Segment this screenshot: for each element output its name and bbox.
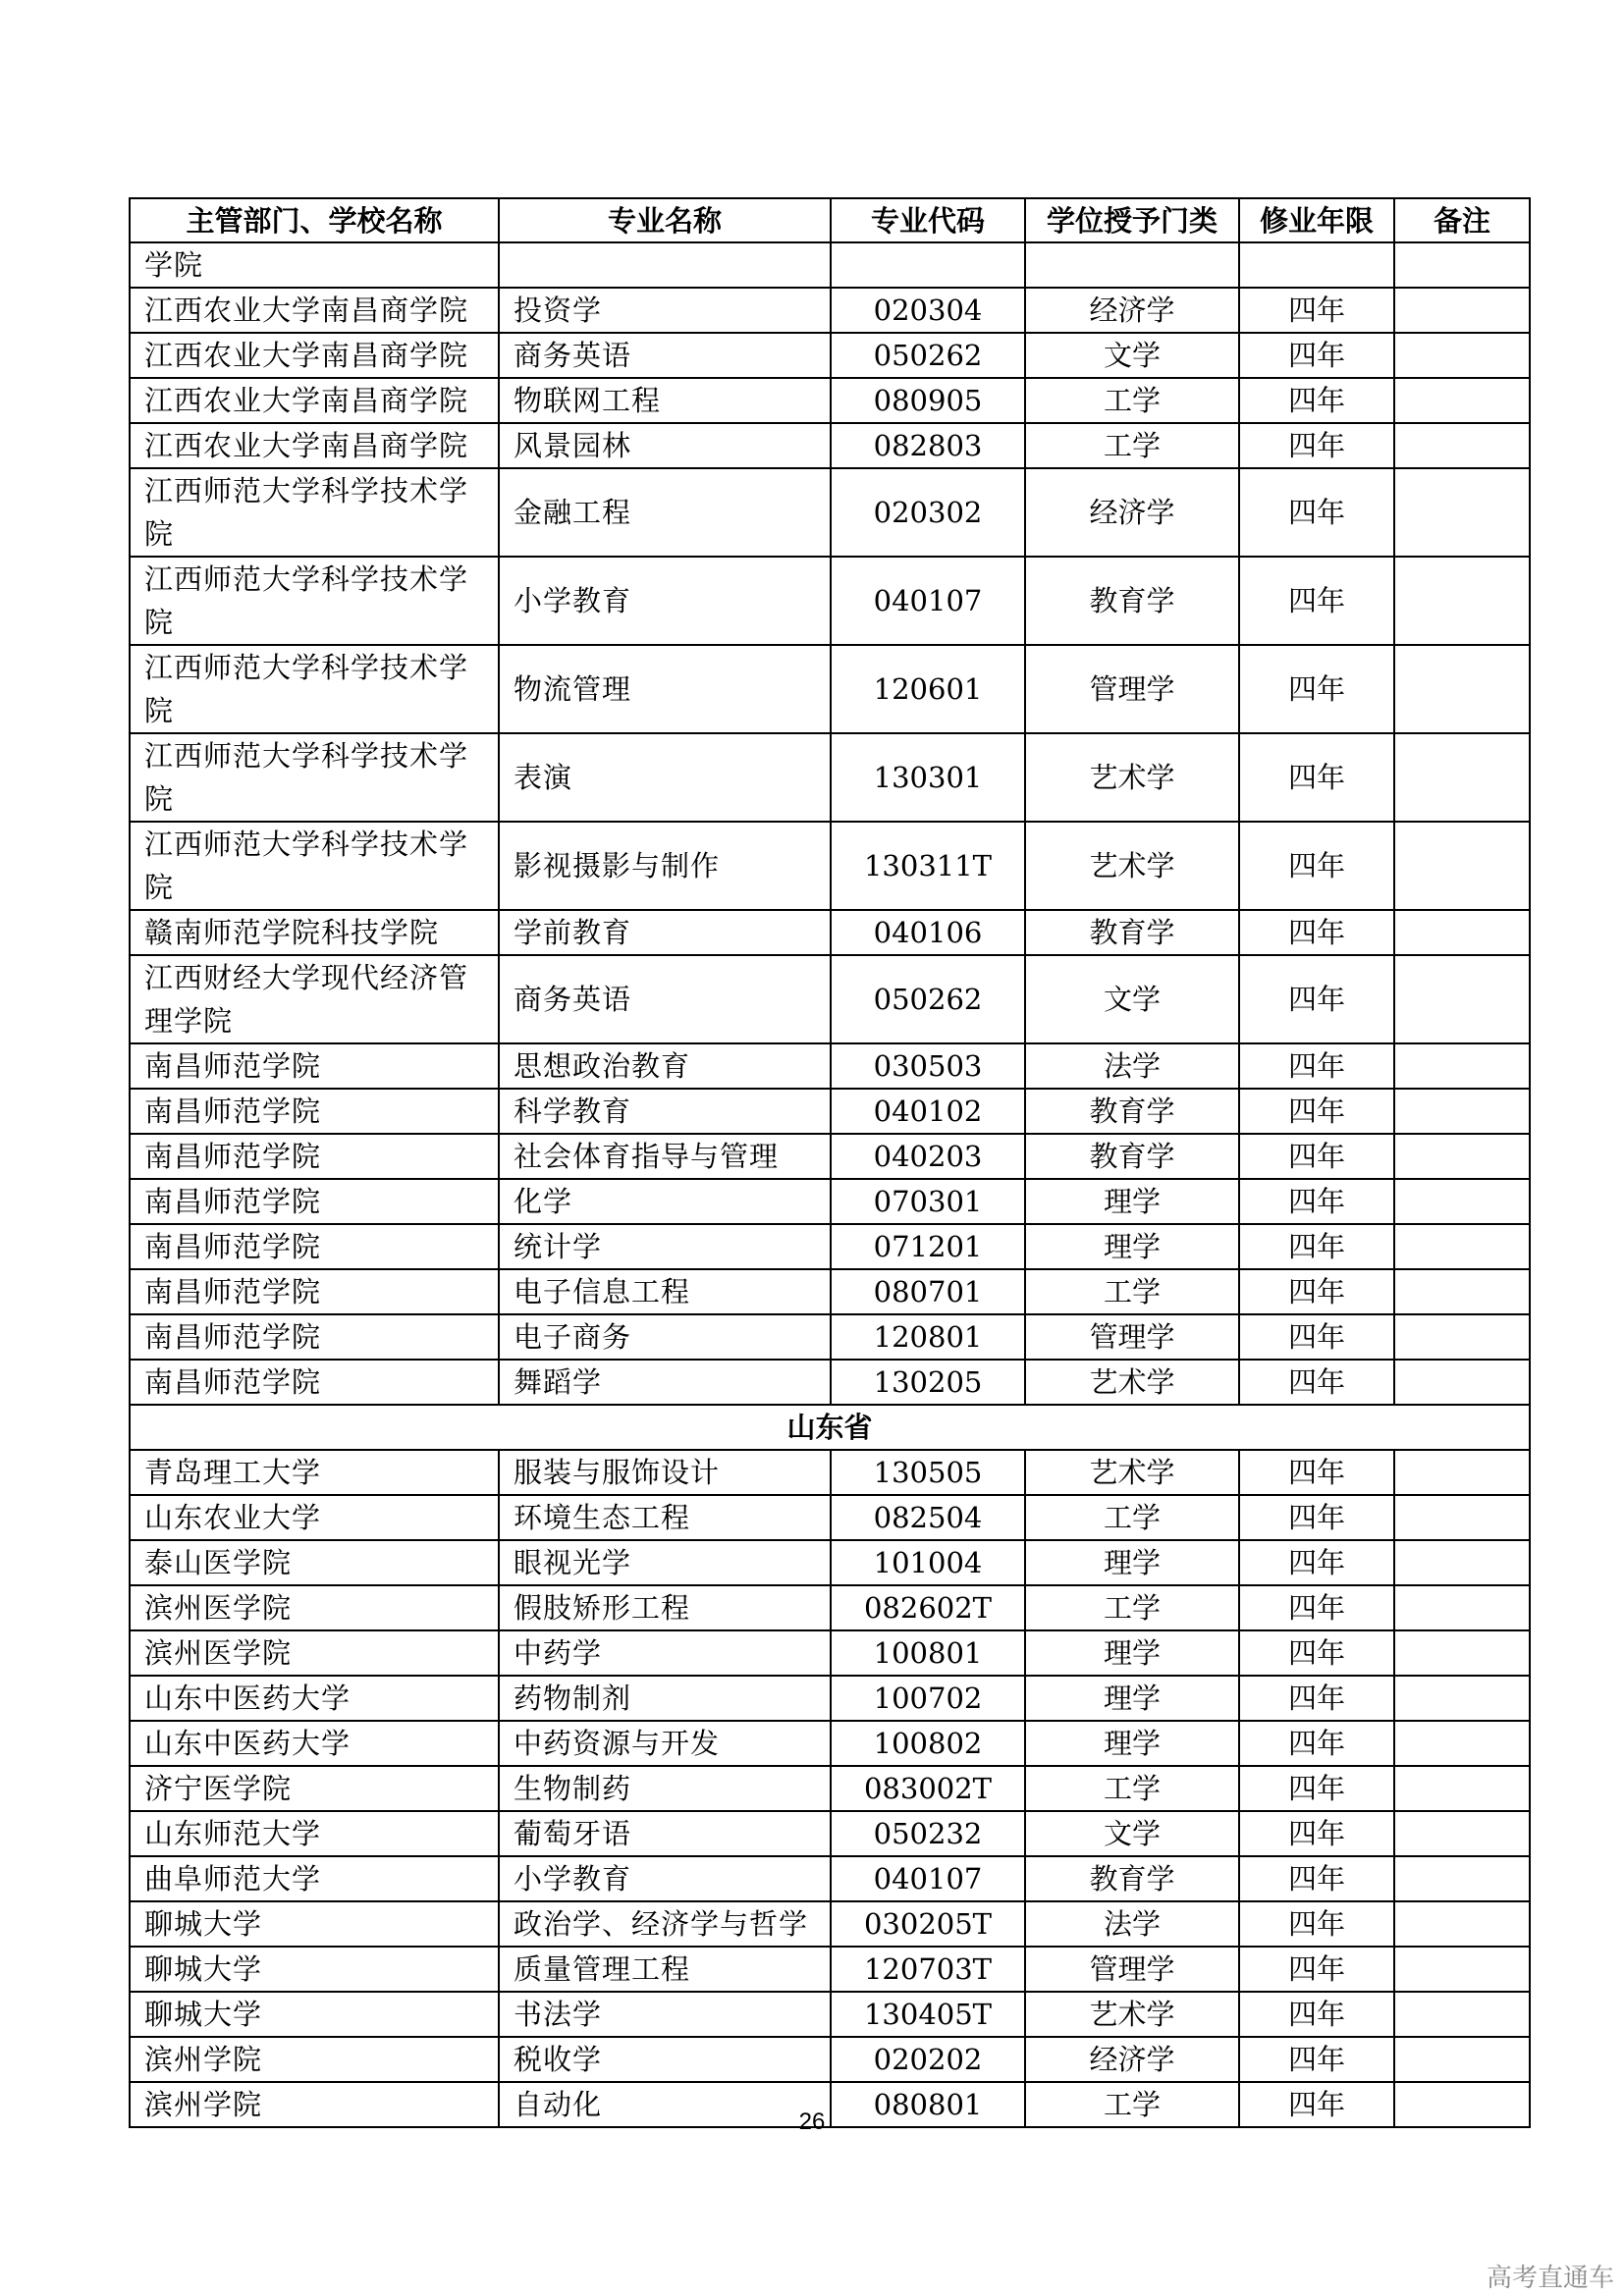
cell-school: 江西师范大学科学技术学院	[130, 557, 499, 645]
cell-note	[1394, 822, 1530, 910]
cell-degree: 教育学	[1025, 1134, 1239, 1179]
table-row	[130, 333, 1530, 378]
cell-school: 济宁医学院	[130, 1766, 499, 1811]
cell-note	[1394, 468, 1530, 557]
table-row	[130, 288, 1530, 333]
cell-school: 泰山医学院	[130, 1540, 499, 1585]
cell-note	[1394, 955, 1530, 1043]
cell-code: 130311T	[831, 822, 1025, 910]
cell-years: 四年	[1239, 423, 1394, 468]
cell-note	[1394, 1540, 1530, 1585]
cell-code: 100802	[831, 1721, 1025, 1766]
cell-school: 江西农业大学南昌商学院	[130, 378, 499, 423]
cell-code: 020302	[831, 468, 1025, 557]
cell-code: 040107	[831, 1856, 1025, 1901]
cell-degree: 经济学	[1025, 468, 1239, 557]
cell-degree: 管理学	[1025, 1947, 1239, 1992]
table-row	[130, 423, 1530, 468]
cell-code: 040107	[831, 557, 1025, 645]
cell-degree: 工学	[1025, 1585, 1239, 1630]
cell-major: 学前教育	[499, 910, 831, 955]
header-school: 主管部门、学校名称	[130, 198, 499, 242]
table-row	[130, 1585, 1530, 1630]
table-row	[130, 1856, 1530, 1901]
cell-years: 四年	[1239, 645, 1394, 733]
table-row	[130, 1224, 1530, 1269]
cell-school: 滨州学院	[130, 2082, 499, 2127]
cell-degree: 理学	[1025, 1630, 1239, 1676]
cell-code: 050262	[831, 333, 1025, 378]
cell-code: 130505	[831, 1450, 1025, 1495]
cell-note	[1394, 1179, 1530, 1224]
cell-degree: 理学	[1025, 1540, 1239, 1585]
cell-years: 四年	[1239, 1314, 1394, 1360]
cell-code: 120801	[831, 1314, 1025, 1360]
cell-school: 江西农业大学南昌商学院	[130, 423, 499, 468]
cell-years: 四年	[1239, 378, 1394, 423]
cell-major: 金融工程	[499, 468, 831, 557]
header-major: 专业名称	[499, 198, 831, 242]
cell-degree: 教育学	[1025, 1856, 1239, 1901]
cell-school: 南昌师范学院	[130, 1314, 499, 1360]
cell-note	[1394, 1360, 1530, 1405]
cell-years: 四年	[1239, 1360, 1394, 1405]
cell-note	[1394, 1766, 1530, 1811]
cell-years: 四年	[1239, 1134, 1394, 1179]
cell-degree: 理学	[1025, 1721, 1239, 1766]
cell-code: 070301	[831, 1179, 1025, 1224]
cell-major: 质量管理工程	[499, 1947, 831, 1992]
cell-years: 四年	[1239, 1766, 1394, 1811]
cell-code: 130405T	[831, 1992, 1025, 2037]
cell-school: 江西师范大学科学技术学院	[130, 733, 499, 822]
cell-major: 物联网工程	[499, 378, 831, 423]
cell-degree: 艺术学	[1025, 822, 1239, 910]
cell-major: 科学教育	[499, 1089, 831, 1134]
cell-note	[1394, 1495, 1530, 1540]
cell-major: 中药学	[499, 1630, 831, 1676]
cell-school: 江西师范大学科学技术学院	[130, 822, 499, 910]
cell-years: 四年	[1239, 1540, 1394, 1585]
cell-school: 聊城大学	[130, 1901, 499, 1947]
table-row	[130, 1134, 1530, 1179]
majors-table	[129, 197, 1531, 2128]
watermark: 高考直通车	[1486, 2264, 1614, 2293]
cell-major: 物流管理	[499, 645, 831, 733]
province-row	[130, 1405, 1530, 1450]
cell-degree: 经济学	[1025, 288, 1239, 333]
cell-code: 050262	[831, 955, 1025, 1043]
cell-degree: 理学	[1025, 1676, 1239, 1721]
cell-major: 小学教育	[499, 557, 831, 645]
cell-note	[1394, 1630, 1530, 1676]
table-row	[130, 1089, 1530, 1134]
cell-years: 四年	[1239, 557, 1394, 645]
cell-years: 四年	[1239, 2037, 1394, 2082]
cell-note	[1394, 645, 1530, 733]
cell-code: 130205	[831, 1360, 1025, 1405]
cell-note	[1394, 1043, 1530, 1089]
cell-school: 江西农业大学南昌商学院	[130, 288, 499, 333]
cell-major: 税收学	[499, 2037, 831, 2082]
cell-school: 滨州学院	[130, 2037, 499, 2082]
cell-years: 四年	[1239, 955, 1394, 1043]
cell-major: 统计学	[499, 1224, 831, 1269]
cell-note	[1394, 1721, 1530, 1766]
cell-degree: 艺术学	[1025, 1992, 1239, 2037]
cell-years: 四年	[1239, 1901, 1394, 1947]
cell-years: 四年	[1239, 2082, 1394, 2127]
cell-degree: 艺术学	[1025, 1360, 1239, 1405]
cell-school: 聊城大学	[130, 1947, 499, 1992]
table-row	[130, 645, 1530, 733]
cell-school: 南昌师范学院	[130, 1360, 499, 1405]
table-row	[130, 1901, 1530, 1947]
cell-major: 眼视光学	[499, 1540, 831, 1585]
cell-note	[1394, 2037, 1530, 2082]
table-row	[130, 1947, 1530, 1992]
table-row	[130, 2037, 1530, 2082]
cell-school: 山东中医药大学	[130, 1676, 499, 1721]
cell-school: 南昌师范学院	[130, 1134, 499, 1179]
cell-years: 四年	[1239, 1856, 1394, 1901]
cell-degree: 工学	[1025, 2082, 1239, 2127]
table-row	[130, 1314, 1530, 1360]
cell-code: 080801	[831, 2082, 1025, 2127]
cell-major: 政治学、经济学与哲学	[499, 1901, 831, 1947]
cell-degree: 教育学	[1025, 910, 1239, 955]
cell-note	[1394, 423, 1530, 468]
cell-degree: 文学	[1025, 1811, 1239, 1856]
cell-years: 四年	[1239, 1495, 1394, 1540]
cell-major: 自动化	[499, 2082, 831, 2127]
cell-major: 葡萄牙语	[499, 1811, 831, 1856]
cell-years: 四年	[1239, 1043, 1394, 1089]
cell-school: 学院	[130, 242, 499, 288]
table-row	[130, 557, 1530, 645]
table-row	[130, 378, 1530, 423]
cell-years	[1239, 242, 1394, 288]
cell-years: 四年	[1239, 733, 1394, 822]
table-row	[130, 1360, 1530, 1405]
cell-major: 假肢矫形工程	[499, 1585, 831, 1630]
cell-note	[1394, 1269, 1530, 1314]
cell-code: 071201	[831, 1224, 1025, 1269]
cell-school: 南昌师范学院	[130, 1224, 499, 1269]
cell-school: 曲阜师范大学	[130, 1856, 499, 1901]
cell-major: 中药资源与开发	[499, 1721, 831, 1766]
cell-major: 商务英语	[499, 333, 831, 378]
cell-years: 四年	[1239, 1630, 1394, 1676]
cell-degree: 文学	[1025, 333, 1239, 378]
cell-major: 影视摄影与制作	[499, 822, 831, 910]
cell-degree: 工学	[1025, 1269, 1239, 1314]
cell-note	[1394, 1134, 1530, 1179]
cell-note	[1394, 288, 1530, 333]
cell-school: 江西农业大学南昌商学院	[130, 333, 499, 378]
table-row	[130, 822, 1530, 910]
header-note: 备注	[1394, 198, 1530, 242]
cell-degree	[1025, 242, 1239, 288]
table-row	[130, 955, 1530, 1043]
cell-code: 040106	[831, 910, 1025, 955]
cell-degree: 艺术学	[1025, 1450, 1239, 1495]
cell-degree: 工学	[1025, 1766, 1239, 1811]
cell-school: 山东农业大学	[130, 1495, 499, 1540]
table-row	[130, 468, 1530, 557]
page-number: 26	[798, 2109, 826, 2135]
cell-school: 山东师范大学	[130, 1811, 499, 1856]
cell-major: 投资学	[499, 288, 831, 333]
cell-major: 书法学	[499, 1992, 831, 2037]
cell-note	[1394, 1992, 1530, 2037]
cell-major: 小学教育	[499, 1856, 831, 1901]
table-row	[130, 1495, 1530, 1540]
cell-note	[1394, 733, 1530, 822]
cell-years: 四年	[1239, 1676, 1394, 1721]
cell-note	[1394, 1856, 1530, 1901]
cell-school: 江西师范大学科学技术学院	[130, 645, 499, 733]
cell-code: 030503	[831, 1043, 1025, 1089]
cell-major: 药物制剂	[499, 1676, 831, 1721]
cell-degree: 工学	[1025, 378, 1239, 423]
cell-years: 四年	[1239, 1992, 1394, 2037]
cell-note	[1394, 333, 1530, 378]
cell-degree: 经济学	[1025, 2037, 1239, 2082]
cell-years: 四年	[1239, 1947, 1394, 1992]
cell-major: 商务英语	[499, 955, 831, 1043]
cell-degree: 教育学	[1025, 1089, 1239, 1134]
cell-school: 赣南师范学院科技学院	[130, 910, 499, 955]
cell-code: 080701	[831, 1269, 1025, 1314]
cell-code: 050232	[831, 1811, 1025, 1856]
shandong-section-header	[130, 1405, 1530, 1450]
cell-years: 四年	[1239, 1585, 1394, 1630]
cell-major: 服装与服饰设计	[499, 1450, 831, 1495]
cell-degree: 法学	[1025, 1043, 1239, 1089]
cell-degree: 文学	[1025, 955, 1239, 1043]
cell-major: 思想政治教育	[499, 1043, 831, 1089]
cell-code: 100702	[831, 1676, 1025, 1721]
cell-code: 040203	[831, 1134, 1025, 1179]
cell-code: 120601	[831, 645, 1025, 733]
cell-years: 四年	[1239, 468, 1394, 557]
cell-note	[1394, 1224, 1530, 1269]
cell-years: 四年	[1239, 1269, 1394, 1314]
cell-code: 080905	[831, 378, 1025, 423]
cell-years: 四年	[1239, 1224, 1394, 1269]
table-row	[130, 910, 1530, 955]
header-degree: 学位授予门类	[1025, 198, 1239, 242]
cell-degree: 管理学	[1025, 1314, 1239, 1360]
header-years: 修业年限	[1239, 198, 1394, 242]
table-row	[130, 1179, 1530, 1224]
cell-note	[1394, 557, 1530, 645]
jiangxi-section	[130, 242, 1530, 1405]
cell-school: 滨州医学院	[130, 1585, 499, 1630]
cell-note	[1394, 910, 1530, 955]
cell-major: 化学	[499, 1179, 831, 1224]
cell-code	[831, 242, 1025, 288]
cell-school: 南昌师范学院	[130, 1269, 499, 1314]
cell-code: 082504	[831, 1495, 1025, 1540]
province-label: 山东省	[130, 1405, 1530, 1450]
cell-major: 表演	[499, 733, 831, 822]
table-row	[130, 1540, 1530, 1585]
cell-note	[1394, 1676, 1530, 1721]
cell-years: 四年	[1239, 822, 1394, 910]
cell-school: 南昌师范学院	[130, 1089, 499, 1134]
cell-note	[1394, 1450, 1530, 1495]
table-row	[130, 1450, 1530, 1495]
cell-code: 100801	[831, 1630, 1025, 1676]
table-row	[130, 733, 1530, 822]
cell-major: 电子信息工程	[499, 1269, 831, 1314]
cell-code: 130301	[831, 733, 1025, 822]
cell-degree: 理学	[1025, 1179, 1239, 1224]
cell-note	[1394, 242, 1530, 288]
table-row	[130, 1992, 1530, 2037]
cell-code: 083002T	[831, 1766, 1025, 1811]
cell-note	[1394, 1314, 1530, 1360]
table-row	[130, 1766, 1530, 1811]
cell-years: 四年	[1239, 333, 1394, 378]
cell-note	[1394, 1089, 1530, 1134]
cell-years: 四年	[1239, 288, 1394, 333]
cell-code: 082602T	[831, 1585, 1025, 1630]
cell-code: 082803	[831, 423, 1025, 468]
cell-major: 风景园林	[499, 423, 831, 468]
cell-major: 社会体育指导与管理	[499, 1134, 831, 1179]
cell-major: 生物制药	[499, 1766, 831, 1811]
cell-note	[1394, 1585, 1530, 1630]
cell-years: 四年	[1239, 1450, 1394, 1495]
cell-major: 舞蹈学	[499, 1360, 831, 1405]
cell-years: 四年	[1239, 910, 1394, 955]
shandong-section	[130, 1450, 1530, 2127]
table-row	[130, 1811, 1530, 1856]
cell-code: 020202	[831, 2037, 1025, 2082]
cell-major: 电子商务	[499, 1314, 831, 1360]
cell-years: 四年	[1239, 1179, 1394, 1224]
cell-school: 滨州医学院	[130, 1630, 499, 1676]
cell-major	[499, 242, 831, 288]
cell-degree: 工学	[1025, 423, 1239, 468]
table-row	[130, 1630, 1530, 1676]
cell-degree: 工学	[1025, 1495, 1239, 1540]
header-row	[130, 198, 1530, 242]
cell-school: 聊城大学	[130, 1992, 499, 2037]
cell-degree: 教育学	[1025, 557, 1239, 645]
cell-code: 040102	[831, 1089, 1025, 1134]
cell-degree: 理学	[1025, 1224, 1239, 1269]
cell-note	[1394, 1947, 1530, 1992]
header-code: 专业代码	[831, 198, 1025, 242]
cell-code: 120703T	[831, 1947, 1025, 1992]
cell-school: 青岛理工大学	[130, 1450, 499, 1495]
cell-note	[1394, 1901, 1530, 1947]
table-row	[130, 1043, 1530, 1089]
cell-years: 四年	[1239, 1721, 1394, 1766]
cell-note	[1394, 1811, 1530, 1856]
cell-degree: 法学	[1025, 1901, 1239, 1947]
cell-degree: 管理学	[1025, 645, 1239, 733]
cell-school: 南昌师范学院	[130, 1179, 499, 1224]
cell-years: 四年	[1239, 1811, 1394, 1856]
cell-code: 020304	[831, 288, 1025, 333]
cell-school: 南昌师范学院	[130, 1043, 499, 1089]
cell-code: 030205T	[831, 1901, 1025, 1947]
cell-school: 山东中医药大学	[130, 1721, 499, 1766]
cell-degree: 艺术学	[1025, 733, 1239, 822]
cell-note	[1394, 378, 1530, 423]
cell-years: 四年	[1239, 1089, 1394, 1134]
cell-school: 江西财经大学现代经济管理学院	[130, 955, 499, 1043]
table-row	[130, 1269, 1530, 1314]
table-row	[130, 242, 1530, 288]
cell-school: 江西师范大学科学技术学院	[130, 468, 499, 557]
table-row	[130, 1721, 1530, 1766]
cell-code: 101004	[831, 1540, 1025, 1585]
cell-major: 环境生态工程	[499, 1495, 831, 1540]
table-row	[130, 1676, 1530, 1721]
